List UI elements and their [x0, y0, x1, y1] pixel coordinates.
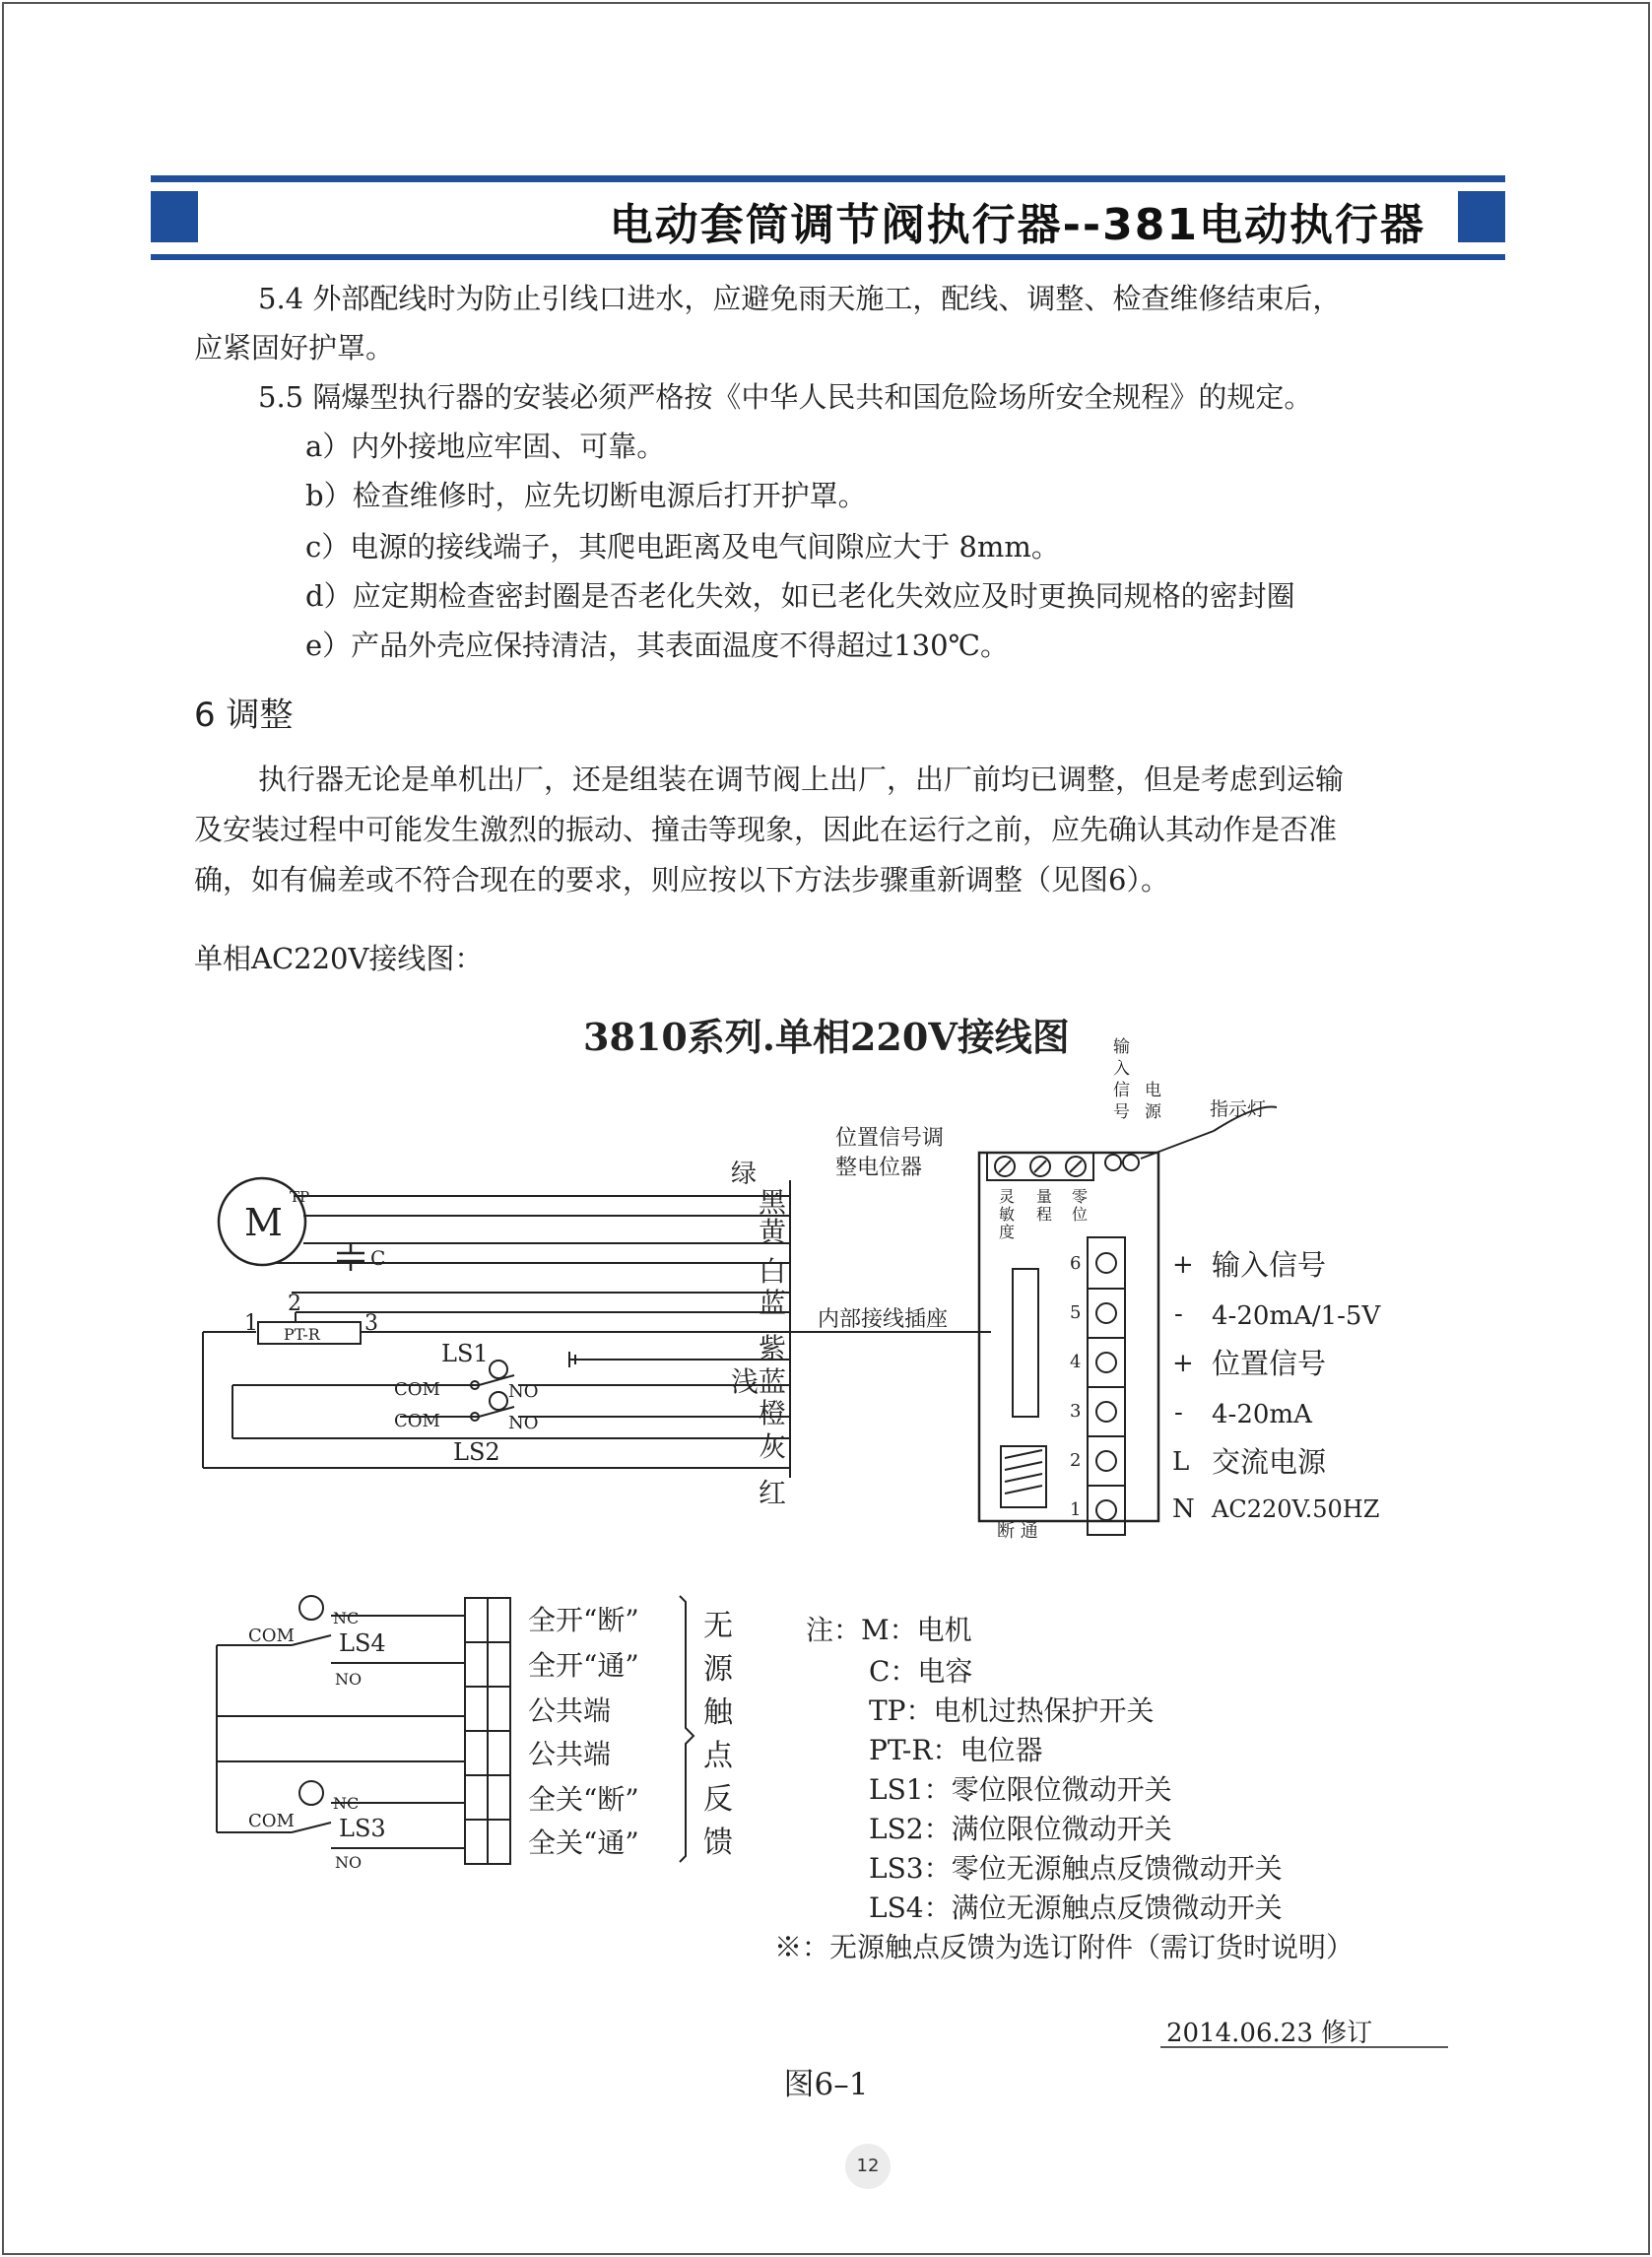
capacitor-label: C: [370, 1246, 386, 1270]
trim-label-zero: [1072, 1187, 1088, 1224]
header-rule-top: [151, 175, 1505, 182]
svg-text:电: 电: [1145, 1081, 1161, 1100]
para-5-4-line2: 应紧固好护罩。: [194, 331, 395, 365]
svg-text:触: 触: [703, 1695, 733, 1730]
list-item-d: d）应定期检查密封圈是否老化失效，如已老化失效应及时更换同规格的密封圈: [305, 579, 1295, 613]
note-ls1: LS1：零位限位微动开关: [869, 1773, 1172, 1806]
note-m: 注：M：电机: [806, 1614, 972, 1646]
desc-input-signal: 输入信号: [1212, 1248, 1327, 1282]
terminal-5: 5: [1070, 1302, 1082, 1323]
terminal-3: 3: [1070, 1401, 1082, 1422]
terminal-sign-6: +: [1172, 1250, 1194, 1280]
header-block-left: [151, 191, 198, 242]
section-6-heading: 6 调整: [194, 696, 294, 735]
wire-label-yellow: 黄: [758, 1216, 786, 1248]
terminal-sign-3: -: [1174, 1398, 1183, 1427]
svg-text:无: 无: [703, 1609, 733, 1643]
ls3-nc-label: NC: [333, 1794, 360, 1813]
terminal-sign-5: -: [1174, 1299, 1183, 1329]
pot-adjust-label-line2: 整电位器: [835, 1156, 923, 1180]
note-pt-r: PT-R：电位器: [869, 1734, 1043, 1766]
trim-label-sensitivity: [999, 1187, 1015, 1241]
power-vertical-label: [1145, 1081, 1162, 1122]
ls3-com-label: COM: [248, 1811, 295, 1831]
feedback-group-label: [703, 1609, 734, 1860]
note-tp: TP：电机过热保护开关: [869, 1694, 1155, 1727]
desc-position-range: 4-20mA: [1212, 1400, 1312, 1429]
wire-label-orange: 橙: [758, 1397, 786, 1429]
note-ls3: LS3：零位无源触点反馈微动开关: [869, 1852, 1283, 1885]
wire-label-light-blue: 浅蓝: [730, 1365, 786, 1398]
desc-ac-power: 交流电源: [1212, 1445, 1327, 1479]
svg-text:号: 号: [1113, 1102, 1130, 1122]
svg-text:馈: 馈: [703, 1826, 733, 1860]
terminal-sign-2: L: [1172, 1447, 1190, 1477]
ls4-com-label: COM: [248, 1626, 295, 1646]
list-item-e: e）产品外壳应保持清洁，其表面温度不得超过130℃。: [305, 629, 1009, 662]
header-block-right: [1458, 191, 1505, 242]
diagram-title: 3810系列.单相220V接线图: [583, 1015, 1070, 1059]
revision-date: 2014.06.23 修订: [1166, 2019, 1373, 2048]
wire-label-white: 白: [758, 1255, 786, 1288]
feedback-term-2: 全开“通”: [528, 1649, 639, 1682]
note-c: C：电容: [869, 1655, 973, 1688]
svg-text:点: 点: [703, 1739, 733, 1773]
ls1-label: LS1: [441, 1340, 489, 1367]
header-rule-bottom: [151, 254, 1505, 260]
ls3-no-label: NO: [335, 1853, 363, 1872]
pot-pin-2: 2: [288, 1292, 301, 1316]
para-5-5: 5.5 隔爆型执行器的安装必须严格按《中华人民共和国危险场所安全规程》的规定。: [258, 380, 1313, 414]
list-item-a: a）内外接地应牢固、可靠。: [305, 430, 666, 463]
ls4-no-label: NO: [335, 1670, 363, 1689]
ls3-label: LS3: [339, 1815, 386, 1842]
dip-switch: [1001, 1446, 1046, 1507]
potentiometer-label: PT-R: [284, 1325, 320, 1344]
capacitor-symbol: [337, 1243, 364, 1271]
internal-socket: [1013, 1269, 1038, 1417]
tp-label: TP: [290, 1188, 310, 1206]
terminal-sign-1: N: [1172, 1494, 1195, 1524]
desc-ac-voltage: AC220V.50HZ: [1212, 1495, 1380, 1523]
input-signal-vertical-label: [1113, 1037, 1130, 1122]
ls2-com-label: COM: [394, 1411, 440, 1431]
feedback-term-5: 全关“断”: [528, 1783, 639, 1816]
svg-text:零: 零: [1072, 1187, 1089, 1206]
ls1-no-label: NO: [508, 1381, 539, 1402]
note-ls2: LS2：满位限位微动开关: [869, 1813, 1172, 1845]
section-6-body-line1: 执行器无论是单机出厂，还是组装在调节阀上出厂，出厂前均已调整，但是考虑到运输: [258, 763, 1345, 796]
wire-label-blue: 蓝: [758, 1287, 786, 1319]
page-number: 12: [845, 2144, 891, 2189]
svg-text:反: 反: [703, 1782, 733, 1817]
ls4-nc-label: NC: [333, 1609, 360, 1627]
indicator-label: 指示灯: [1210, 1098, 1267, 1120]
dip-labels: 断 通: [997, 1521, 1038, 1542]
ls2-no-label: NO: [508, 1413, 539, 1433]
pot-pin-1: 1: [244, 1311, 258, 1336]
header-title: 电动套筒调节阀执行器--381电动执行器: [609, 200, 1425, 250]
motor-label: M: [244, 1201, 283, 1244]
svg-text:输: 输: [1113, 1037, 1130, 1057]
para-5-4-line1: 5.4 外部配线时为防止引线口进水，应避免雨天施工，配线、调整、检查维修结束后，: [258, 282, 1342, 315]
wire-label-green: 绿: [730, 1160, 757, 1189]
trim-label-range: [1036, 1187, 1052, 1224]
ls4-label: LS4: [339, 1629, 386, 1657]
terminal-2: 2: [1070, 1450, 1082, 1471]
terminal-1: 1: [1070, 1499, 1082, 1520]
svg-text:灵: 灵: [999, 1187, 1016, 1206]
svg-text:入: 入: [1113, 1059, 1130, 1079]
wiring-diagram-label: 单相AC220V接线图：: [194, 942, 484, 975]
ls1-com-label: COM: [394, 1379, 440, 1400]
terminal-6: 6: [1070, 1253, 1082, 1274]
desc-position-signal: 位置信号: [1212, 1347, 1327, 1380]
footnote: ※：无源触点反馈为选订附件（需订货时说明）: [774, 1931, 1355, 1963]
wire-label-gray: 灰: [758, 1430, 786, 1463]
wiring-diagram: [193, 1005, 1454, 2049]
feedback-term-3: 公共端: [528, 1694, 612, 1727]
svg-text:源: 源: [703, 1652, 733, 1687]
feedback-term-1: 全开“断”: [528, 1604, 639, 1636]
list-item-c: c）电源的接线端子，其爬电距离及电气间隙应大于 8mm。: [305, 530, 1060, 564]
pot-adjust-label-line1: 位置信号调: [835, 1126, 945, 1151]
ls2-label: LS2: [453, 1438, 500, 1466]
terminal-sign-4: +: [1172, 1349, 1194, 1378]
list-item-b: b）检查维修时，应先切断电源后打开护罩。: [305, 479, 867, 512]
feedback-term-4: 公共端: [528, 1738, 612, 1770]
pot-pin-3: 3: [364, 1311, 378, 1336]
wire-label-red: 红: [758, 1477, 786, 1509]
feedback-term-6: 全关“通”: [528, 1826, 639, 1859]
svg-text:信: 信: [1113, 1081, 1130, 1100]
figure-caption: 图6–1: [783, 2067, 869, 2102]
svg-text:度: 度: [999, 1223, 1016, 1241]
svg-text:量: 量: [1036, 1187, 1053, 1206]
desc-input-range: 4-20mA/1-5V: [1212, 1301, 1381, 1331]
wire-label-black: 黑: [758, 1186, 786, 1219]
section-6-body-line2: 及安装过程中可能发生激烈的振动、撞击等现象，因此在运行之前，应先确认其动作是否准: [194, 813, 1338, 846]
note-ls4: LS4：满位无源触点反馈微动开关: [869, 1892, 1283, 1924]
terminal-block: [1088, 1237, 1125, 1535]
wire-label-purple: 紫: [758, 1332, 786, 1364]
svg-text:源: 源: [1145, 1102, 1161, 1122]
section-6-body-line3: 确，如有偏差或不符合现在的要求，则应按以下方法步骤重新调整（见图6）。: [194, 863, 1169, 896]
terminal-4: 4: [1070, 1352, 1082, 1372]
svg-text:敏: 敏: [999, 1205, 1016, 1224]
svg-text:位: 位: [1072, 1205, 1089, 1224]
svg-text:程: 程: [1036, 1205, 1053, 1224]
socket-label: 内部接线插座: [818, 1307, 949, 1332]
